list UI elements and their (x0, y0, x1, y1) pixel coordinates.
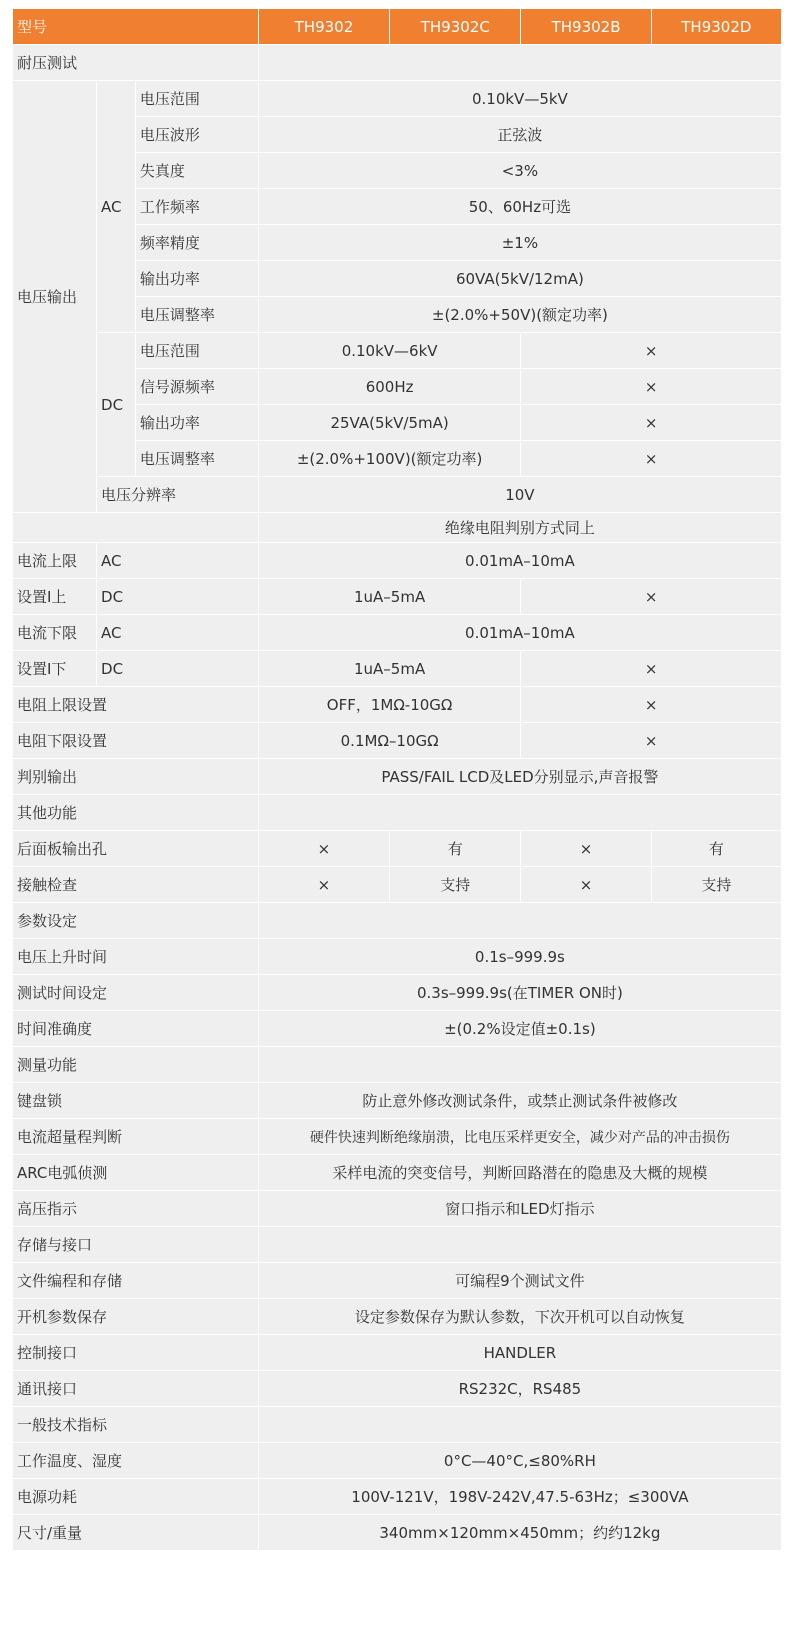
table-row (13, 1191, 782, 1227)
spec-label: 电压范围 (135, 333, 258, 369)
dc-label: DC (97, 333, 136, 477)
spec-value: 支持 (651, 867, 781, 903)
ac-label: AC (97, 543, 259, 579)
spec-label: 控制接口 (13, 1335, 259, 1371)
spec-label: 电压调整率 (135, 297, 258, 333)
spec-value-na: × (521, 579, 782, 615)
spec-label: 接触检查 (13, 867, 259, 903)
table-row (13, 651, 782, 687)
spec-label: 设置I下 (13, 651, 97, 687)
spec-value: × (521, 867, 651, 903)
spec-value: × (258, 831, 389, 867)
spec-label: 电阻上限设置 (13, 687, 259, 723)
table-row (13, 1335, 782, 1371)
model-th9302: TH9302 (258, 9, 389, 45)
table-row (13, 759, 782, 795)
model-th9302d: TH9302D (651, 9, 781, 45)
spec-value-na: × (521, 369, 782, 405)
table-row (13, 831, 782, 867)
empty-cell (258, 795, 781, 831)
spec-value: <3% (258, 153, 781, 189)
spec-value: 340mm×120mm×450mm；约约12kg (258, 1515, 781, 1551)
spec-label: 电压调整率 (135, 441, 258, 477)
table-row (13, 1263, 782, 1299)
spec-label: 后面板输出孔 (13, 831, 259, 867)
spec-value-na: × (521, 333, 782, 369)
table-row (13, 1515, 782, 1551)
table-row (13, 723, 782, 759)
table-row (13, 1155, 782, 1191)
spec-value: 100V-121V，198V-242V,47.5-63Hz；≤300VA (258, 1479, 781, 1515)
spec-value: PASS/FAIL LCD及LED分别显示,声音报警 (258, 759, 781, 795)
section-title: 测量功能 (13, 1047, 259, 1083)
spec-value: 0°C—40°C,≤80%RH (258, 1443, 781, 1479)
model-th9302b: TH9302B (521, 9, 651, 45)
section-row (13, 45, 782, 81)
spec-label: 文件编程和存储 (13, 1263, 259, 1299)
table-row (13, 975, 782, 1011)
spec-value: 60VA(5kV/12mA) (258, 261, 781, 297)
spec-value: 可编程9个测试文件 (258, 1263, 781, 1299)
spec-value: 50、60Hz可选 (258, 189, 781, 225)
section-title: 其他功能 (13, 795, 259, 831)
table-row (13, 1299, 782, 1335)
spec-value-na: × (521, 441, 782, 477)
spec-value: 有 (651, 831, 781, 867)
spec-value: RS232C，RS485 (258, 1371, 781, 1407)
spec-value: ±(2.0%+50V)(额定功率) (258, 297, 781, 333)
spec-label: 判别输出 (13, 759, 259, 795)
table-row (13, 477, 782, 513)
spec-label: 电压上升时间 (13, 939, 259, 975)
spec-label: 通讯接口 (13, 1371, 259, 1407)
spec-value-na: × (521, 651, 782, 687)
table-row (13, 687, 782, 723)
spec-label: 失真度 (135, 153, 258, 189)
spec-label: 工作频率 (135, 189, 258, 225)
note-row (13, 513, 782, 543)
spec-label: 时间准确度 (13, 1011, 259, 1047)
spec-label: 电流上限 (13, 543, 97, 579)
section-row (13, 1407, 782, 1443)
spec-label: 电压范围 (135, 81, 258, 117)
spec-value: 有 (390, 831, 521, 867)
spec-value: 防止意外修改测试条件，或禁止测试条件被修改 (258, 1083, 781, 1119)
table-row (13, 1443, 782, 1479)
spec-value: 1uA–5mA (258, 651, 521, 687)
spec-value: 0.3s–999.9s(在TIMER ON时) (258, 975, 781, 1011)
spec-table (12, 8, 782, 1551)
spec-value: 1uA–5mA (258, 579, 521, 615)
section-title: 耐压测试 (13, 45, 259, 81)
table-row (13, 615, 782, 651)
table-row (13, 579, 782, 615)
spec-value: 硬件快速判断绝缘崩溃，比电压采样更安全，减少对产品的冲击损伤 (258, 1119, 781, 1155)
spec-value: × (258, 867, 389, 903)
spec-label: 电压波形 (135, 117, 258, 153)
empty-cell (258, 1227, 781, 1263)
section-row (13, 795, 782, 831)
table-row (13, 1371, 782, 1407)
spec-value-na: × (521, 687, 782, 723)
empty-cell (13, 513, 259, 543)
ac-label: AC (97, 81, 136, 333)
spec-value: HANDLER (258, 1335, 781, 1371)
section-title: 一般技术指标 (13, 1407, 259, 1443)
spec-label: 工作温度、湿度 (13, 1443, 259, 1479)
section-title: 存储与接口 (13, 1227, 259, 1263)
spec-value: 设定参数保存为默认参数，下次开机可以自动恢复 (258, 1299, 781, 1335)
spec-value-na: × (521, 723, 782, 759)
model-header-label: 型号 (13, 9, 259, 45)
voltage-output-label: 电压输出 (13, 81, 97, 513)
spec-label: 电阻下限设置 (13, 723, 259, 759)
spec-value: ±1% (258, 225, 781, 261)
spec-label: 尺寸/重量 (13, 1515, 259, 1551)
spec-value: 采样电流的突变信号，判断回路潜在的隐患及大概的规模 (258, 1155, 781, 1191)
table-row (13, 333, 782, 369)
spec-label: 电源功耗 (13, 1479, 259, 1515)
table-row (13, 939, 782, 975)
section-row (13, 1227, 782, 1263)
empty-cell (258, 45, 781, 81)
model-th9302c: TH9302C (390, 9, 521, 45)
empty-cell (258, 903, 781, 939)
spec-value: 0.1MΩ–10GΩ (258, 723, 521, 759)
spec-label: 高压指示 (13, 1191, 259, 1227)
ac-label: AC (97, 615, 259, 651)
spec-label: 电压分辨率 (97, 477, 259, 513)
spec-label: 电流下限 (13, 615, 97, 651)
spec-value: OFF，1MΩ-10GΩ (258, 687, 521, 723)
spec-label: 键盘锁 (13, 1083, 259, 1119)
table-row (13, 867, 782, 903)
section-row (13, 903, 782, 939)
spec-value: 0.10kV—5kV (258, 81, 781, 117)
spec-label: 输出功率 (135, 405, 258, 441)
table-row (13, 1119, 782, 1155)
spec-value: 0.10kV—6kV (258, 333, 521, 369)
spec-label: 电流超量程判断 (13, 1119, 259, 1155)
spec-value: 正弦波 (258, 117, 781, 153)
table-row (13, 1083, 782, 1119)
table-row (13, 81, 782, 117)
dc-label: DC (97, 651, 259, 687)
spec-value: 600Hz (258, 369, 521, 405)
section-row (13, 1047, 782, 1083)
header-row (13, 9, 782, 45)
table-row (13, 543, 782, 579)
spec-value: 25VA(5kV/5mA) (258, 405, 521, 441)
note-text: 绝缘电阻判别方式同上 (258, 513, 781, 543)
spec-value: ±(0.2%设定值±0.1s) (258, 1011, 781, 1047)
spec-value-na: × (521, 405, 782, 441)
spec-value: 0.1s–999.9s (258, 939, 781, 975)
spec-value: 0.01mA–10mA (258, 543, 781, 579)
dc-label: DC (97, 579, 259, 615)
spec-label: 开机参数保存 (13, 1299, 259, 1335)
spec-label: 频率精度 (135, 225, 258, 261)
spec-label: ARC电弧侦测 (13, 1155, 259, 1191)
spec-value: 支持 (390, 867, 521, 903)
spec-value: ±(2.0%+100V)(额定功率) (258, 441, 521, 477)
spec-label: 设置I上 (13, 579, 97, 615)
section-title: 参数设定 (13, 903, 259, 939)
spec-value: 10V (258, 477, 781, 513)
table-row (13, 1479, 782, 1515)
spec-value: × (521, 831, 651, 867)
empty-cell (258, 1047, 781, 1083)
spec-value: 0.01mA–10mA (258, 615, 781, 651)
empty-cell (258, 1407, 781, 1443)
spec-label: 测试时间设定 (13, 975, 259, 1011)
table-row (13, 1011, 782, 1047)
spec-label: 输出功率 (135, 261, 258, 297)
spec-value: 窗口指示和LED灯指示 (258, 1191, 781, 1227)
spec-label: 信号源频率 (135, 369, 258, 405)
